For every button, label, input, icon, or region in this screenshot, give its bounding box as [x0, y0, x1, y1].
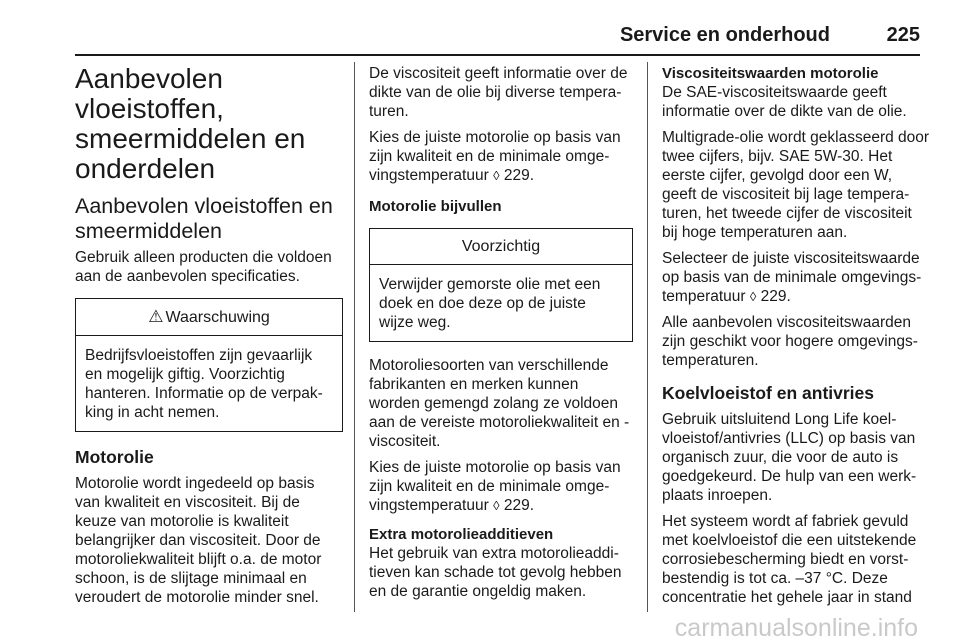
intro-paragraph: Gebruik alleen producten die voldoen aan de aanbevolen specificaties.	[75, 249, 332, 285]
multigrade-paragraph: Multigrade-olie wordt geklasseerd door twee cijfers, bijv. SAE 5W-30. Het eerste cijfer, gevolgd door een W, geeft de viscositeit bij lage temperaturen, het tweede cijfer de viscositeit bij hoge temperaturen aan.	[662, 129, 930, 241]
additieven-heading: Extra motorolieadditieven	[369, 526, 554, 543]
koelvloeistof-heading: Koelvloeistof en antivries	[662, 383, 875, 403]
caution-title: Voorzichtig	[370, 229, 632, 265]
all-viscosity-paragraph: Alle aanbevolen viscositeitswaarden zijn geschikt voor hogere omgevingstemperaturen.	[662, 314, 918, 369]
choose-oil-paragraph-2: Kies de juiste motorolie op basis van zijn kwaliteit en de minimale omgevingstemperatuur ◊ 229.	[369, 459, 621, 514]
page-ref-icon: ◊	[493, 498, 500, 513]
warning-header	[76, 299, 342, 336]
watermark: carmanualsonline.info	[674, 614, 918, 642]
select-viscosity-paragraph: Selecteer de juiste viscositeitswaarde op basis van de minimale omgevingstemperatuur ◊ 229.	[662, 250, 922, 305]
factory-fill-paragraph: Het systeem wordt af fabriek gevuld met koelvloeistof die een uitstekende corrosiebescherming biedt en vorstbestendig is tot ca. –37 °C. Deze concentratie het gehele jaar in stand	[662, 513, 917, 606]
column-1	[75, 64, 343, 614]
chapter-heading: Aanbevolen vloeistoffen, smeermiddelen en onderdelen	[75, 63, 306, 184]
llc-paragraph: Gebruik uitsluitend Long Life koelvloeistof/antivries (LLC) op basis van organisch zuur, die voor de auto is goedgekeurd. De hulp van een werkplaats inroepen.	[662, 411, 917, 504]
page-ref-link[interactable]: 229.	[503, 167, 534, 184]
column-3	[662, 64, 930, 614]
motorolie-heading: Motorolie	[75, 447, 154, 467]
sae-paragraph: De SAE-viscositeitswaarde geeft informatie over de dikte van de olie.	[662, 84, 907, 120]
motorolie-paragraph: Motorolie wordt ingedeeld op basis van kwaliteit en viscositeit. Bij de keuze van motorolie is kwaliteit belangrijker dan viscositeit. Door de motoroliekwaliteit blijft o.a. de motor schoon, is de slijtage minimaal en veroudert de motorolie minder snel.	[75, 475, 322, 606]
viscosity-values-heading: Viscositeitswaarden motorolie	[662, 65, 879, 82]
viscosity-paragraph: De viscositeit geeft informatie over de dikte van de olie bij diverse temperaturen.	[369, 65, 628, 120]
page-ref-link[interactable]: 229.	[503, 497, 534, 514]
page-ref-icon: ◊	[749, 289, 757, 304]
warning-title: Waarschuwing	[165, 309, 270, 326]
section-title: Service en onderhoud	[619, 24, 830, 46]
bijvullen-heading: Motorolie bijvullen	[369, 198, 502, 215]
additieven-paragraph: Het gebruik van extra motorolieadditieven kan schade tot gevolg hebben en de garantie ongeldig maken.	[369, 545, 622, 600]
page-header	[75, 22, 920, 56]
choose-oil-paragraph: Kies de juiste motorolie op basis van zijn kwaliteit en de minimale omgevingstemperatuur ◊ 229.	[369, 129, 621, 184]
caution-text: Verwijder gemorste olie met een doek en doe deze op de juiste wijze weg.	[379, 276, 601, 331]
warning-box	[75, 298, 343, 432]
page-number: 225	[886, 24, 920, 46]
column-divider	[647, 62, 648, 612]
section-heading: Aanbevolen vloeistoffen en smeermiddelen	[75, 194, 333, 243]
column-divider	[354, 62, 355, 612]
page-ref-link[interactable]: 229.	[760, 288, 791, 305]
page-ref-icon: ◊	[493, 168, 500, 183]
column-2	[369, 64, 633, 608]
warning-icon: ⚠	[148, 307, 164, 326]
warning-text: Bedrijfsvloeistoffen zijn gevaarlijk en mogelijk giftig. Voorzichtig hanteren. Informatie op de verpakking in acht nemen.	[85, 347, 323, 421]
mixing-paragraph: Motoroliesoorten van verschillende fabrikanten en merken kunnen worden gemengd zolang ze voldoen aan de vereiste motoroliekwaliteit en -viscositeit.	[369, 357, 630, 450]
caution-box	[369, 228, 633, 342]
